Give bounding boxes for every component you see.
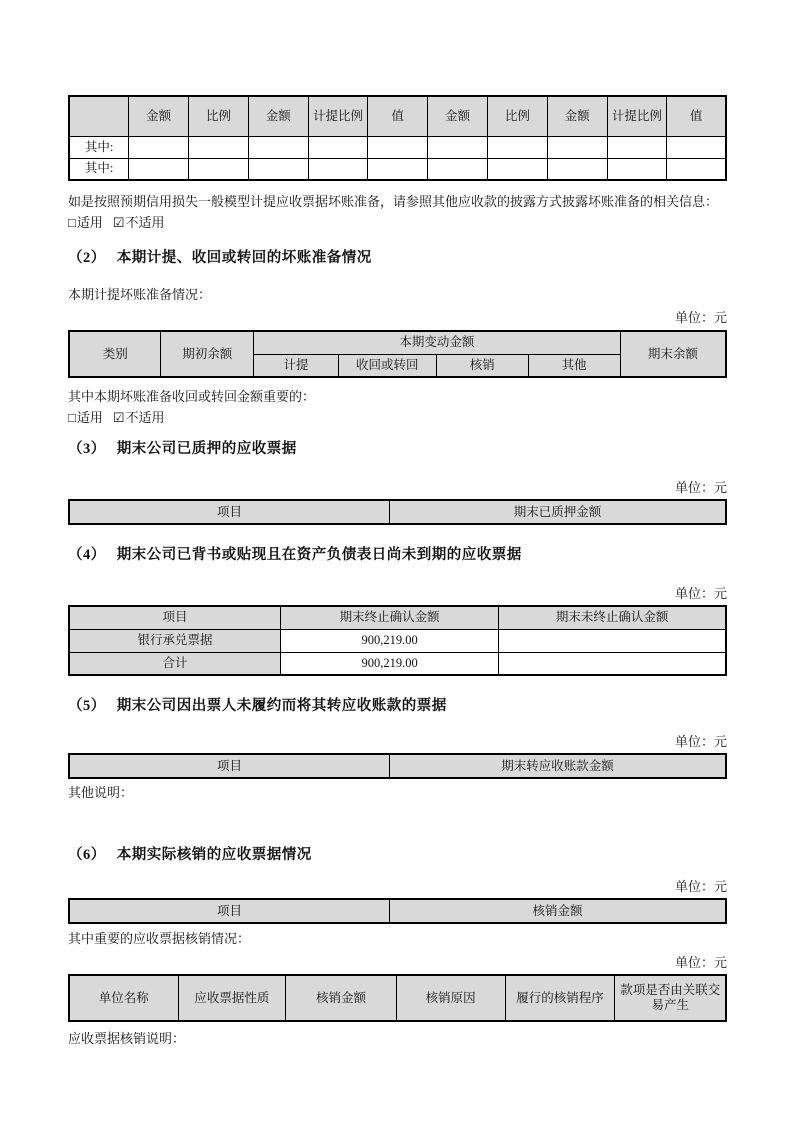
column-header: 计提比例: [607, 96, 667, 136]
not-derecognized-amount: [499, 652, 726, 675]
empty-cell: [368, 158, 428, 180]
column-header: 计提比例: [308, 96, 368, 136]
column-header: 金额: [547, 96, 607, 136]
unit-label: 单位：元: [674, 480, 727, 495]
not-applicable-label: 不适用: [125, 215, 165, 230]
applicable-option: [68, 215, 103, 230]
important-writeoff-note: 其中重要的应收票据核销情况：: [68, 931, 251, 946]
ecl-model-note: 如是按照预期信用损失一般模型计提应收票据坏账准备，请参照其他应收款的披露方式披露坏账准备的相关信息：: [68, 194, 719, 209]
checkbox-unchecked-icon: □: [68, 215, 76, 230]
empty-cell: [189, 158, 249, 180]
empty-cell: [547, 158, 607, 180]
column-header-writeoff-reason: 核销原因: [396, 975, 505, 1021]
empty-cell: [129, 158, 189, 180]
column-header-item: 项目: [69, 754, 390, 778]
table-header-row: [69, 899, 726, 923]
not-applicable-label: 不适用: [125, 410, 165, 425]
column-header: 比例: [487, 96, 547, 136]
column-header: [69, 96, 129, 136]
column-header-item: 项目: [69, 606, 281, 629]
checkbox-checked-icon: ☑: [112, 410, 125, 425]
empty-cell: [129, 136, 189, 158]
applicable-option: [68, 410, 103, 425]
column-header-related-party: 款项是否由关联交易产生: [615, 975, 726, 1021]
column-header: 值: [368, 96, 428, 136]
empty-cell: [607, 136, 667, 158]
empty-cell: [248, 158, 308, 180]
table-header-row: [69, 331, 726, 354]
column-header-writeoff-amount: 核销金额: [286, 975, 396, 1021]
column-header-accrual: 计提: [254, 354, 339, 377]
table-header-row: [69, 754, 726, 778]
derecognized-amount: 900,219.00: [281, 629, 499, 652]
row-label-total: 合计: [69, 652, 281, 675]
unit-label: 单位：元: [674, 955, 727, 970]
column-header-opening-balance: 期初余额: [161, 331, 254, 377]
transferred-to-receivables-table: [68, 753, 727, 779]
empty-cell: [607, 158, 667, 180]
empty-cell: [667, 158, 726, 180]
column-header-writeoff-amount: 核销金额: [390, 899, 726, 923]
empty-cell: [547, 136, 607, 158]
document-content: [68, 95, 727, 1047]
checkbox-checked-icon: ☑: [112, 215, 125, 230]
section-4-title: 期末公司已背书或贴现且在资产负债表日尚未到期的应收票据: [116, 547, 522, 563]
column-header-entity-name: 单位名称: [69, 975, 178, 1021]
section-5-title: 期末公司因出票人未履约而将其转应收账款的票据: [116, 698, 447, 714]
section-3-title: 期末公司已质押的应收票据: [116, 441, 297, 457]
empty-cell: [487, 158, 547, 180]
section-4-number: （4）: [68, 547, 106, 563]
applicability-choice: [68, 215, 727, 231]
table-row: [69, 158, 726, 180]
column-header-item: 项目: [69, 500, 390, 524]
writeoff-summary-table: [68, 898, 727, 924]
column-header-recovery: 收回或转回: [338, 354, 436, 377]
column-header-item: 项目: [69, 899, 390, 923]
not-derecognized-amount: [499, 629, 726, 652]
column-header: 金额: [428, 96, 488, 136]
column-header-not-derecognized: 期末未终止确认金额: [499, 606, 726, 629]
unit-label: 单位：元: [674, 310, 727, 325]
table-row: [69, 629, 726, 652]
section-6-title: 本期实际核销的应收票据情况: [116, 847, 312, 863]
column-header-writeoff-procedure: 履行的核销程序: [505, 975, 615, 1021]
section-6-number: （6）: [68, 847, 106, 863]
writeoff-explanation-label: 应收票据核销说明：: [68, 1031, 186, 1046]
checkbox-unchecked-icon: □: [68, 410, 76, 425]
column-header-note-nature: 应收票据性质: [178, 975, 286, 1021]
row-label: 其中:: [69, 158, 129, 180]
section-2-title: 本期计提、收回或转回的坏账准备情况: [116, 250, 372, 266]
column-header-transferred-amount: 期末转应收账款金额: [390, 754, 726, 778]
column-header: 金额: [248, 96, 308, 136]
column-header-derecognized: 期末终止确认金额: [281, 606, 499, 629]
endorsed-discounted-notes-table: [68, 605, 727, 676]
section-2-number: （2）: [68, 250, 106, 266]
column-header-closing-balance: 期末余额: [620, 331, 726, 377]
column-header-category: 类别: [69, 331, 161, 377]
table-row: [69, 136, 726, 158]
pledged-notes-table: [68, 499, 727, 525]
column-header-writeoff: 核销: [436, 354, 528, 377]
applicable-label: 适用: [76, 410, 103, 425]
applicability-choice: [68, 410, 727, 426]
empty-cell: [368, 136, 428, 158]
row-label: 其中:: [69, 136, 129, 158]
table-header-row: [69, 500, 726, 524]
table-row: [69, 652, 726, 675]
empty-cell: [667, 136, 726, 158]
unit-label: 单位：元: [674, 586, 727, 601]
derecognized-amount: 900,219.00: [281, 652, 499, 675]
section-4-heading: [68, 546, 727, 564]
empty-cell: [428, 158, 488, 180]
other-notes-label: 其他说明：: [68, 785, 134, 800]
empty-cell: [248, 136, 308, 158]
section-5-number: （5）: [68, 698, 106, 714]
empty-cell: [308, 158, 368, 180]
section-6-heading: [68, 846, 727, 864]
not-applicable-option: [113, 410, 165, 425]
recovery-materiality-note: 其中本期坏账准备收回或转回金额重要的：: [68, 389, 316, 404]
unit-label: 单位：元: [674, 734, 727, 749]
column-header-pledged-amount: 期末已质押金额: [390, 500, 726, 524]
section-2-intro: 本期计提坏账准备情况：: [68, 287, 212, 302]
column-header: 值: [667, 96, 726, 136]
empty-cell: [428, 136, 488, 158]
empty-cell: [487, 136, 547, 158]
table-header-row: [69, 975, 726, 1021]
column-header: 比例: [189, 96, 249, 136]
section-3-heading: [68, 440, 727, 458]
column-header-other: 其他: [528, 354, 620, 377]
section-2-heading: [68, 249, 727, 267]
column-header: 金额: [129, 96, 189, 136]
empty-cell: [189, 136, 249, 158]
bad-debt-provision-matrix-table: [68, 95, 727, 181]
section-3-number: （3）: [68, 441, 106, 457]
section-5-heading: [68, 697, 727, 715]
not-applicable-option: [113, 215, 165, 230]
table-header-row: [69, 96, 726, 136]
table-header-row: [69, 606, 726, 629]
provision-movement-table: [68, 330, 727, 378]
unit-label: 单位：元: [674, 879, 727, 894]
empty-cell: [308, 136, 368, 158]
row-label-bank-acceptance: 银行承兑票据: [69, 629, 281, 652]
applicable-label: 适用: [76, 215, 103, 230]
writeoff-detail-table: [68, 974, 727, 1022]
column-header-change-group: 本期变动金额: [254, 331, 621, 354]
